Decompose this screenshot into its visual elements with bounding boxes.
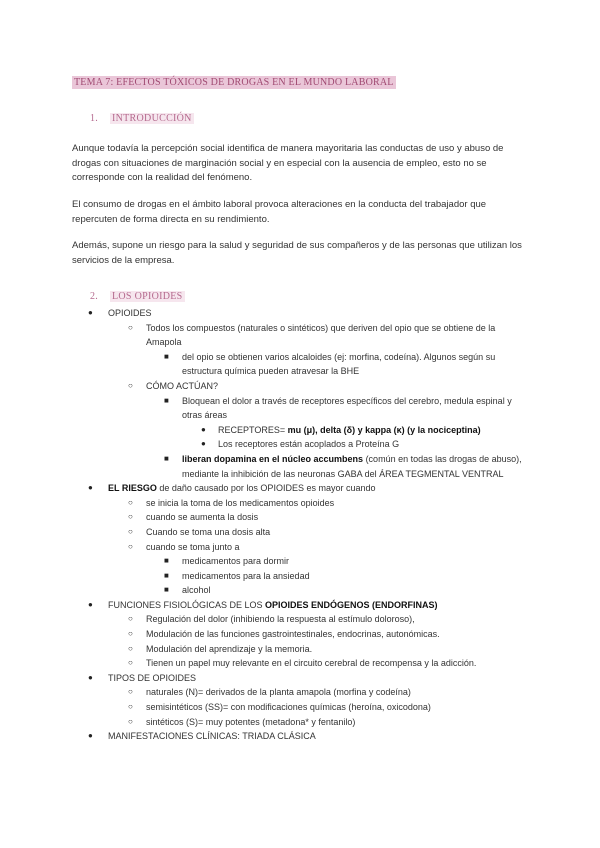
paragraph-1: Aunque todavía la percepción social identifica de manera mayoritaria las conductas de uso y abuso de drogas con situaciones de marginación social y en especial con la ausencia de empleo, esto no se corresponde con la realidad del fenómeno. bbox=[72, 143, 504, 184]
list-item: ■ medicamentos para dormir bbox=[0, 554, 524, 569]
list-item: ○ semisintéticos (SS)= con modificaciones químicas (heroína, oxicodona) bbox=[0, 700, 506, 715]
circle-bullet-icon: ○ bbox=[128, 380, 133, 390]
list-item: ○ Modulación del aprendizaje y la memoria. bbox=[0, 642, 506, 657]
disc-bullet-icon: ● bbox=[88, 672, 93, 682]
list-item: ○ sintéticos (S)= muy potentes (metadona* y fentanilo) bbox=[0, 715, 506, 730]
square-bullet-icon: ■ bbox=[164, 570, 169, 580]
disc-bullet-icon: ● bbox=[88, 599, 93, 609]
list-item: ● FUNCIONES FISIOLÓGICAS DE LOS OPIOIDES ENDÓGENOS (ENDORFINAS) bbox=[0, 598, 498, 613]
list-item: ○ Todos los compuestos (naturales o sintéticos) que deriven del opio que se obtiene de la Amapola bbox=[128, 322, 496, 348]
list-item: ● EL RIESGO de daño causado por los OPIOIDES es mayor cuando bbox=[0, 481, 498, 496]
square-bullet-icon: ■ bbox=[164, 585, 169, 595]
section-number: 2. bbox=[90, 291, 99, 302]
disc-bullet-icon: ● bbox=[88, 483, 93, 493]
list-item: ○ se inicia la toma de los medicamentos opioides bbox=[0, 496, 506, 511]
bullet-list bbox=[0, 306, 600, 744]
list-item: ○ naturales (N)= derivados de la planta amapola (morfina y codeína) bbox=[0, 685, 506, 700]
section-title: INTRODUCCIÓN bbox=[112, 113, 192, 124]
square-bullet-icon: ■ bbox=[164, 453, 169, 463]
list-item: ○ Modulación de las funciones gastrointestinales, endocrinas, autonómicas. bbox=[0, 627, 506, 642]
list-item: ■ alcohol bbox=[0, 583, 524, 598]
circle-bullet-icon: ○ bbox=[128, 716, 133, 726]
title-block bbox=[72, 72, 396, 90]
list-item: ● TIPOS DE OPIOIDES bbox=[0, 671, 498, 686]
square-bullet-icon: ■ bbox=[164, 556, 169, 566]
section-title: LOS OPIOIDES bbox=[112, 291, 183, 302]
circle-bullet-icon: ○ bbox=[128, 322, 133, 332]
disc-bullet-icon: ● bbox=[88, 731, 93, 741]
list-item: ■ liberan dopamina en el núcleo accumbens (común en todas las drogas de abuso), mediante la inhibición de las neuronas GABA del ÁREA TEGMENTAL VENTRAL bbox=[164, 453, 522, 479]
circle-bullet-icon: ○ bbox=[128, 512, 133, 522]
circle-bullet-icon: ○ bbox=[128, 526, 133, 536]
circle-bullet-icon: ○ bbox=[128, 702, 133, 712]
disc-bullet-icon: ● bbox=[201, 424, 206, 434]
list-item: ○ cuando se aumenta la dosis bbox=[0, 510, 506, 525]
list-item: ○ Tienen un papel muy relevante en el circuito cerebral de recompensa y la adicción. bbox=[0, 656, 506, 671]
list-item: ■ Bloquean el dolor a través de receptores específicos del cerebro, medula espinal y otras áreas bbox=[164, 395, 512, 421]
list-item: ● RECEPTORES= mu (μ), delta (δ) y kappa (κ) (y la nociceptina) bbox=[0, 423, 528, 438]
circle-bullet-icon: ○ bbox=[128, 614, 133, 624]
paragraph-2: El consumo de drogas en el ámbito laboral provoca alteraciones en la conducta del trabajador que repercuten de forma directa en su rendimiento. bbox=[72, 199, 487, 225]
list-item: ○ CÓMO ACTÚAN? bbox=[0, 379, 506, 394]
section-number: 1. bbox=[90, 113, 99, 124]
list-item: ● MANIFESTACIONES CLÍNICAS: TRIADA CLÁSICA bbox=[0, 729, 498, 744]
circle-bullet-icon: ○ bbox=[128, 497, 133, 507]
circle-bullet-icon: ○ bbox=[128, 643, 133, 653]
list-item: ● Los receptores están acoplados a Proteína G bbox=[0, 437, 528, 452]
circle-bullet-icon: ○ bbox=[128, 687, 133, 697]
list-item: ■ medicamentos para la ansiedad bbox=[0, 569, 524, 584]
section-heading-introduccion bbox=[90, 113, 194, 124]
list-item: ○ Cuando se toma una dosis alta bbox=[0, 525, 506, 540]
square-bullet-icon: ■ bbox=[164, 395, 169, 405]
circle-bullet-icon: ○ bbox=[128, 658, 133, 668]
disc-bullet-icon: ● bbox=[88, 308, 93, 317]
document-title: TEMA 7: EFECTOS TÓXICOS DE DROGAS EN EL MUNDO LABORAL bbox=[74, 77, 394, 88]
disc-bullet-icon: ● bbox=[201, 439, 206, 449]
circle-bullet-icon: ○ bbox=[128, 629, 133, 639]
list-item: ○ Regulación del dolor (inhibiendo la respuesta al estímulo doloroso), bbox=[0, 612, 506, 627]
square-bullet-icon: ■ bbox=[164, 351, 169, 361]
list-item: ● OPIOIDES bbox=[0, 306, 498, 321]
list-item: ■ del opio se obtienen varios alcaloides (ej: morfina, codeína). Algunos según su estructura química pueden atravesar la BHE bbox=[164, 351, 496, 377]
circle-bullet-icon: ○ bbox=[128, 541, 133, 551]
paragraph-3: Además, supone un riesgo para la salud y seguridad de sus compañeros y de las personas que utilizan los servicios de la empresa. bbox=[72, 240, 522, 266]
list-item: ○ cuando se toma junto a bbox=[0, 540, 506, 555]
section-heading-opioides bbox=[90, 291, 185, 302]
